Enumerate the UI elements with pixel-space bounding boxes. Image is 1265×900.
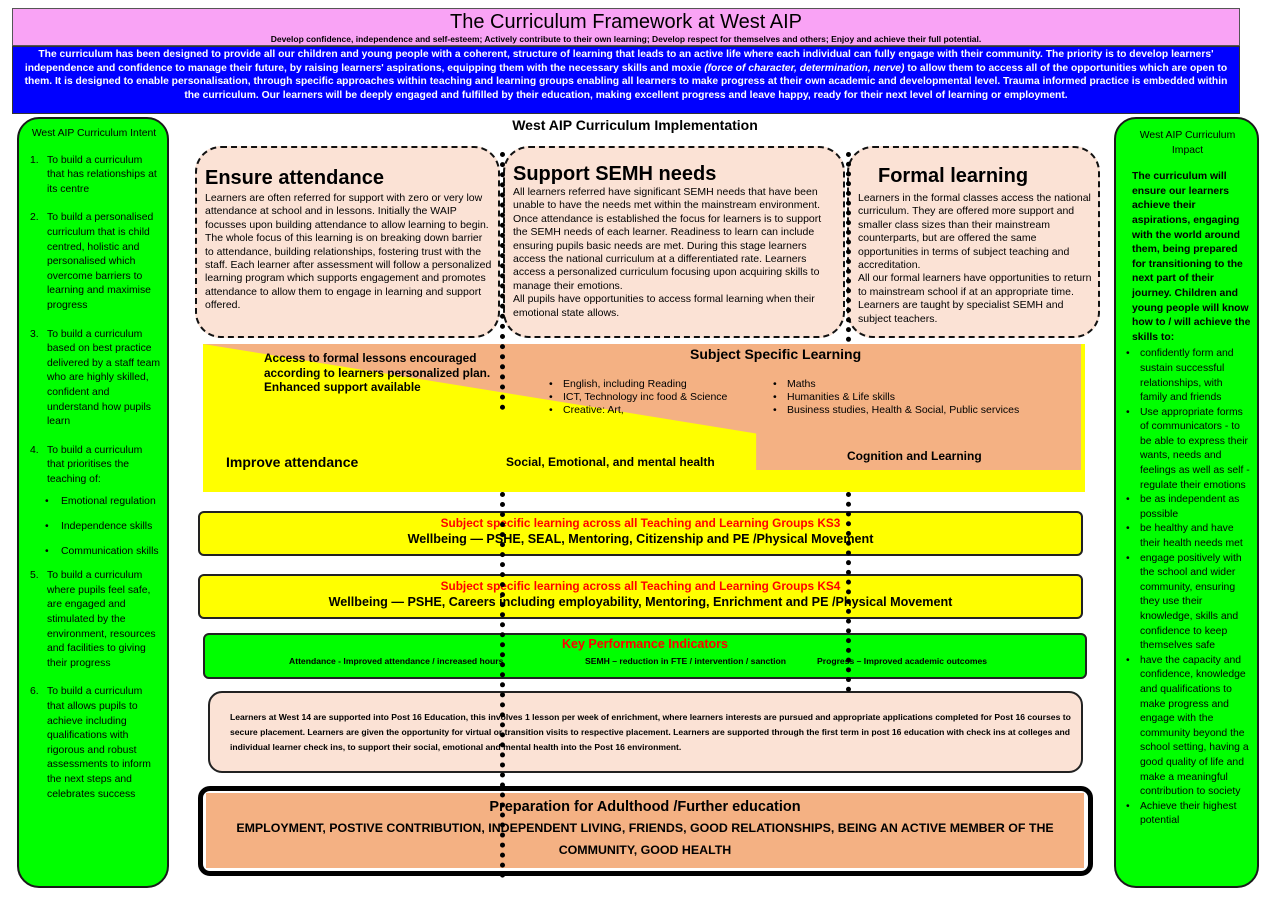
intro-text-2: to allow them to access all of the opportunities which are open to them. It is designed to enable personalisation, through specific approaches within teaching and learning groups enabling all learners to make progress at their own academic and developmental level. Trauma informed practice is embedded within the curriculum. Our learners will be deeply engaged and fulfilled by their education, making excellent progress and leave happy, ready for their next level of learning or employment. [24, 62, 1228, 101]
bullet-icon: • [549, 378, 553, 390]
impact-item [1124, 800, 1251, 829]
curriculum-intro [12, 46, 1240, 114]
access-formal-lessons-text: Access to formal lessons encouraged according to learners personalized plan. Enhanced support available [264, 351, 491, 394]
impact-title: West AIP Curriculum Impact [1139, 130, 1236, 156]
dotted-divider [500, 492, 505, 878]
page-title: The Curriculum Framework at West AIP [450, 11, 802, 33]
bullet-icon: • [45, 521, 49, 533]
dotted-divider [846, 492, 851, 692]
intent-number: 2. [30, 212, 39, 224]
impact-list [1124, 347, 1251, 829]
subitem-text: Communication skills [61, 545, 159, 557]
subject-specific-learning-title: Subject Specific Learning [690, 346, 862, 362]
bullet-icon: • [549, 391, 553, 404]
bullet-icon: • [773, 378, 777, 390]
intent-text: To build a curriculum that allows pupils to achieve including qualifications with rigorous and robust assessments to inform the next steps and celebrates success [47, 686, 151, 800]
impact-text: Use appropriate forms of communicators - to be able to express their wants, needs and feelings as well as self -regulate their emotions [1140, 406, 1250, 491]
formal-learning-box [847, 146, 1100, 338]
subject-item [773, 404, 1019, 417]
page-subtitle: Develop confidence, independence and self-esteem; Actively contribute to their own learning; Develop respect for themselves and others; Enjoy and achieve their full potential. [270, 34, 982, 44]
intent-text: To build a curriculum that has relationships at its centre [47, 154, 157, 195]
implementation-title: West AIP Curriculum Implementation [512, 117, 758, 133]
subject-text: Creative: Art, [563, 404, 624, 417]
bullet-icon: • [45, 496, 49, 508]
bullet-icon: • [773, 391, 777, 404]
bullet-icon: • [1126, 654, 1130, 666]
intent-text: To build a personalised curriculum that is child centred, holistic and personalised which overcome barriers to learning and maximise progress [47, 212, 154, 311]
bullet-icon: • [549, 404, 553, 417]
impact-text: confidently form and sustain successful relationships, with family and friends [1140, 348, 1234, 404]
intent-number: 4. [30, 444, 39, 456]
intent-list-cont [27, 569, 161, 802]
bullet-icon: • [1126, 348, 1130, 360]
impact-item [1124, 522, 1251, 551]
subject-text: Humanities & Life skills [787, 391, 895, 404]
intent-item [27, 328, 161, 430]
bullet-icon: • [1126, 406, 1130, 418]
header-banner [12, 8, 1240, 46]
impact-item [1124, 552, 1251, 654]
ks3-title: Subject specific learning across all Teaching and Learning Groups KS3 [440, 516, 841, 530]
column-title: Formal learning [878, 165, 1029, 187]
intent-number: 1. [30, 154, 39, 166]
intent-sublist [45, 495, 161, 559]
ks3-wellbeing: Wellbeing — PSHE, SEAL, Mentoring, Citizenship and PE /Physical Movement [407, 532, 874, 546]
ks4-wellbeing: Wellbeing — PSHE, Careers including employability, Mentoring, Enrichment and PE /Physical Movement [328, 595, 953, 609]
bullet-icon: • [1126, 800, 1130, 812]
semh-label: Social, Emotional, and mental health [506, 455, 715, 469]
intent-subitem [45, 495, 161, 510]
subject-item [549, 378, 727, 391]
dotted-divider [846, 152, 851, 342]
bullet-icon: • [1126, 494, 1130, 506]
intent-panel [17, 117, 169, 888]
ks3-bar [198, 511, 1083, 556]
subject-item [549, 404, 727, 417]
improve-attendance-label: Improve attendance [226, 454, 359, 470]
intent-text: To build a curriculum where pupils feel safe, are engaged and stimulated by the environment, resources and facilities to giving their progress [47, 570, 156, 669]
intro-text-1: The curriculum has been designed to provide all our children and young people with a coherent, structure of learning that leads to an active life where each individual can fully engage with their community. The priority is to develop learners' independence and confidence to manage their future, by raising learners' aspirations, equipping them with the necessary skills and moxie [24, 49, 1214, 74]
subject-item [549, 391, 727, 404]
subject-text: ICT, Technology inc food & Science [563, 391, 728, 404]
intro-text-italic: (force of character, determination, nerve) [704, 62, 905, 74]
intent-item [27, 154, 161, 198]
column-title: Support SEMH needs [513, 163, 717, 185]
impact-text: engage positively with the school and wider community, ensuring they use their knowledge, skills and confidence to keep themselves safe [1140, 552, 1242, 652]
column-text: All learners referred have significant SEMH needs that have been unable to have the needs met within the mainstream environment. Once attendance is established the focus for learners is to support the SEMH needs of each learner. Readiness to learn can include ensuring pupils basic needs are met. During this stage learners access the national curriculum at a differentiated rate. Learners access a personalized curriculum focusing upon acquiring skills to manage their emotions. All pupils have opportunities to access formal learning when their emotional state allows. [513, 186, 822, 319]
kpi-bar [203, 633, 1087, 679]
ks4-bar [198, 574, 1083, 619]
bullet-icon: • [1126, 552, 1130, 564]
ks4-title: Subject specific learning across all Teaching and Learning Groups KS4 [440, 579, 841, 593]
intent-item [27, 444, 161, 488]
impact-text: have the capacity and confidence, knowledge and qualifications to make progress and engage with the community beyond the school setting, having a good quality of life and make a meaningful contribution to society [1140, 654, 1249, 798]
subject-list-left [549, 378, 727, 418]
support-semh-box [503, 146, 845, 338]
impact-item [1124, 654, 1251, 800]
kpi-progress: Progress – Improved academic outcomes [817, 656, 988, 666]
impact-item [1124, 493, 1251, 522]
subject-text: English, including Reading [563, 378, 687, 390]
bullet-icon: • [773, 404, 777, 417]
subject-text: Business studies, Health & Social, Public services [787, 404, 1020, 417]
cognition-learning-label: Cognition and Learning [847, 449, 982, 463]
kpi-semh: SEMH – reduction in FTE / intervention / sanction [585, 656, 787, 666]
bullet-icon: • [45, 545, 49, 557]
impact-text: be healthy and have their health needs met [1140, 523, 1243, 550]
intent-text: To build a curriculum that prioritises the teaching of: [47, 444, 143, 485]
kpi-attendance: Attendance - Improved attendance / increased hours [289, 656, 504, 666]
preparation-outcomes: EMPLOYMENT, POSTIVE CONTRIBUTION, INDEPENDENT LIVING, FRIENDS, GOOD RELATIONSHIPS, BEING AN ACTIVE MEMBER OF THE COMMUNITY, GOOD HEALTH [236, 821, 1054, 857]
intent-number: 3. [30, 328, 39, 340]
impact-item [1124, 406, 1251, 494]
subject-item [773, 378, 1019, 391]
intent-item [27, 569, 161, 671]
impact-panel [1114, 117, 1259, 888]
subject-item [773, 391, 1019, 404]
intent-item [27, 211, 161, 313]
column-title: Ensure attendance [205, 167, 384, 189]
subject-text: Maths [787, 378, 816, 390]
ensure-attendance-box [195, 146, 500, 338]
impact-text: Achieve their highest potential [1140, 800, 1237, 827]
impact-text: be as independent as possible [1140, 494, 1240, 520]
preparation-box [206, 793, 1084, 868]
intent-subitem [45, 520, 161, 535]
impact-item [1124, 347, 1251, 405]
bullet-icon: • [1126, 523, 1130, 535]
intent-list [27, 154, 161, 488]
intent-title: West AIP Curriculum Intent [31, 128, 157, 139]
subitem-text: Independence skills [61, 521, 153, 533]
post16-box: Learners at West 14 are supported into Post 16 Education, this involves 1 lesson per week of enrichment, where learners interests are pursued and appropriate applications completed for Post 16 courses to secure placement. Learners are given the opportunity for virtual or transition visits to respective placement. Learners are supported through the first term in post 16 education with check ins at colleges and individual learner check ins, to support their social, emotional and mental health into the Post 16 environment. [208, 691, 1083, 773]
intent-number: 6. [30, 686, 39, 698]
intent-item [27, 685, 161, 802]
intent-number: 5. [30, 570, 39, 582]
intent-subitem [45, 545, 161, 560]
preparation-title: Preparation for Adulthood /Further education [489, 799, 801, 815]
kpi-title: Key Performance Indicators [561, 637, 729, 651]
column-text: Learners in the formal classes access the national curriculum. They are offered more support and smaller class sizes than their mainstream counterparts, but are offered the same opportunities in terms of subject teaching and accreditation. All our formal learners have opportunities to return to mainstream school if at an appropriate time. Learners are taught by specialist SEMH and subject teachers. [858, 192, 1092, 325]
dotted-divider [500, 152, 505, 410]
subitem-text: Emotional regulation [61, 496, 156, 508]
impact-intro: The curriculum will ensure our learners achieve their aspirations, engaging with the world around them, being prepared for transitioning to the next part of their journey. Children and young people will know how to / will achieve the skills to: [1132, 171, 1251, 343]
column-text: Learners are often referred for support with zero or very low attendance at school and in lessons. Initially the WAIP focusses upon building attendance to allow learning to begin. The whole focus of this learning is on breaking down barrier to attendance, building relationships, fostering trust with the staff. Each learner after assessment will follow a personalized learning program which supports engagement and promotes attendance to allow them to engage in learning and support offered. [205, 192, 492, 312]
intent-text: To build a curriculum based on best practice delivered by a staff team who are highly skilled, confident and understand how pupils learn [47, 328, 161, 428]
subject-list-right [773, 378, 1019, 418]
